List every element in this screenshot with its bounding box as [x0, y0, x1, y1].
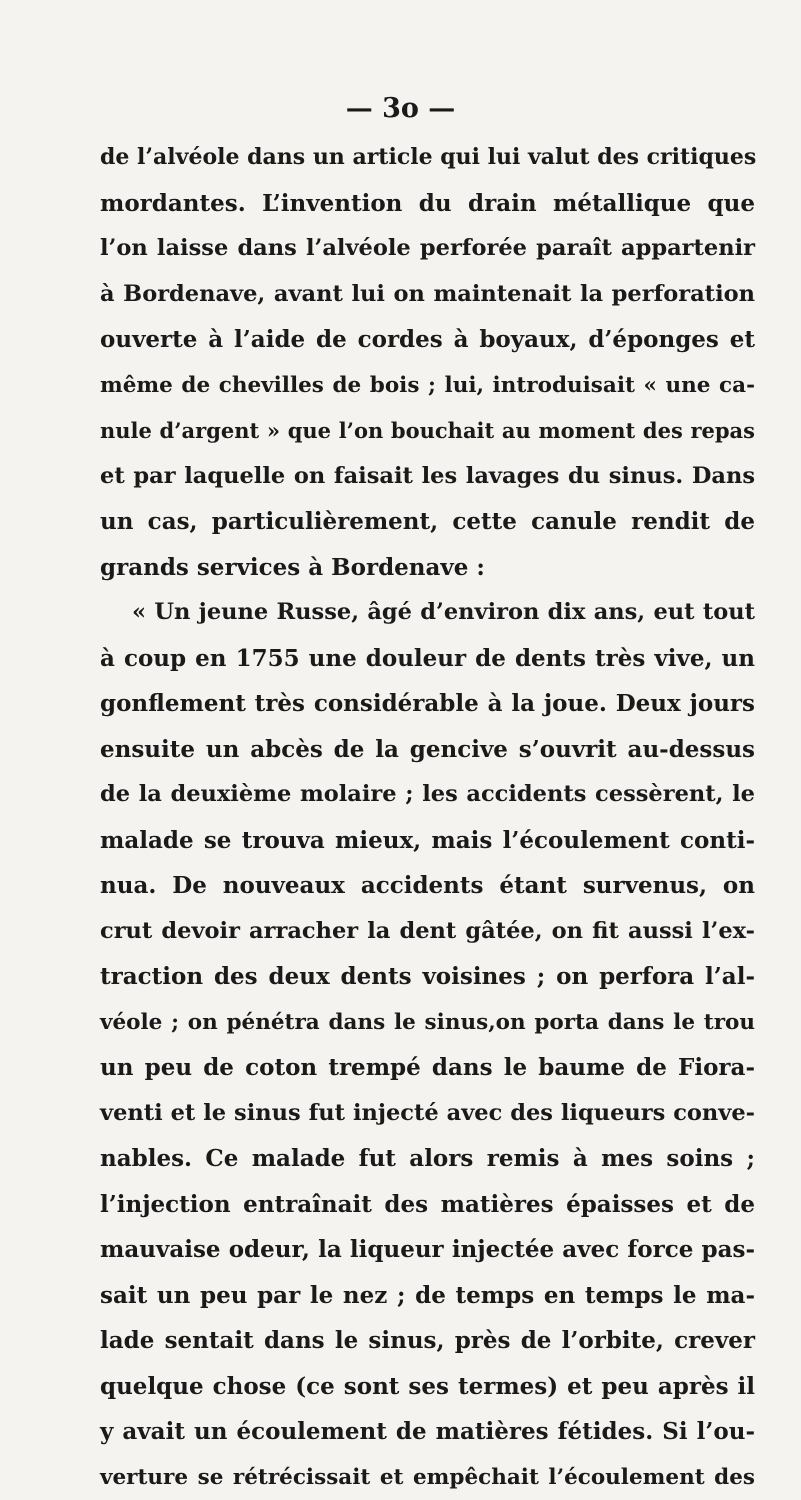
text-line: l’injection entraînait des matières épaisses et de [100, 1182, 755, 1228]
page-number: — 3o — [0, 94, 801, 124]
text-line: lade sentait dans le sinus, près de l’orbite, crever [100, 1318, 755, 1364]
text-line: mordantes. L’invention du drain métallique que [100, 181, 755, 227]
text-line: à Bordenave, avant lui on maintenait la perforation [100, 272, 755, 318]
text-line: gonflement très considérable à la joue. Deux jours [100, 681, 755, 727]
text-line: un cas, particulièrement, cette canule rendit de [100, 499, 755, 545]
text-line: ensuite un abcès de la gencive s’ouvrit au-dessus [100, 727, 755, 773]
text-line: nule d’argent » que l’on bouchait au moment des repas [100, 408, 755, 454]
text-line: et par laquelle on faisait les lavages du sinus. Dans [100, 454, 755, 500]
text-line: verture se rétrécissait et empêchait l’écoulement des [100, 1455, 755, 1500]
text-line: y avait un écoulement de matières fétides. Si l’ou- [100, 1409, 755, 1455]
text-line: même de chevilles de bois ; lui, introduisait « une ca- [100, 363, 755, 409]
text-line: l’on laisse dans l’alvéole perforée paraît appartenir [100, 226, 755, 272]
text-line: véole ; on pénétra dans le sinus,on porta dans le trou [100, 1000, 755, 1046]
text-line: traction des deux dents voisines ; on perfora l’al- [100, 954, 755, 1000]
text-line: mauvaise odeur, la liqueur injectée avec force pas- [100, 1227, 755, 1273]
text-line: venti et le sinus fut injecté avec des liqueurs conve- [100, 1091, 755, 1137]
text-line: à coup en 1755 une douleur de dents très vive, un [100, 636, 755, 682]
text-line: nua. De nouveaux accidents étant survenus, on [100, 863, 755, 909]
text-line: ouverte à l’aide de cordes à boyaux, d’éponges et [100, 317, 755, 363]
text-line: nables. Ce malade fut alors remis à mes soins ; [100, 1136, 755, 1182]
text-line: quelque chose (ce sont ses termes) et peu après il [100, 1364, 755, 1410]
text-line: malade se trouva mieux, mais l’écoulement conti- [100, 818, 755, 864]
text-line: crut devoir arracher la dent gâtée, on fit aussi l’ex- [100, 909, 755, 955]
text-line: sait un peu par le nez ; de temps en temps le ma- [100, 1273, 755, 1319]
text-line: de l’alvéole dans un article qui lui valut des critiques [100, 135, 755, 181]
text-line: un peu de coton trempé dans le baume de Fiora- [100, 1045, 755, 1091]
text-line-paragraph-end: grands services à Bordenave : [100, 545, 755, 591]
text-line-paragraph-start: « Un jeune Russe, âgé d’environ dix ans, eut tout [100, 590, 755, 636]
body-text [100, 135, 755, 1500]
text-line: de la deuxième molaire ; les accidents cessèrent, le [100, 772, 755, 818]
